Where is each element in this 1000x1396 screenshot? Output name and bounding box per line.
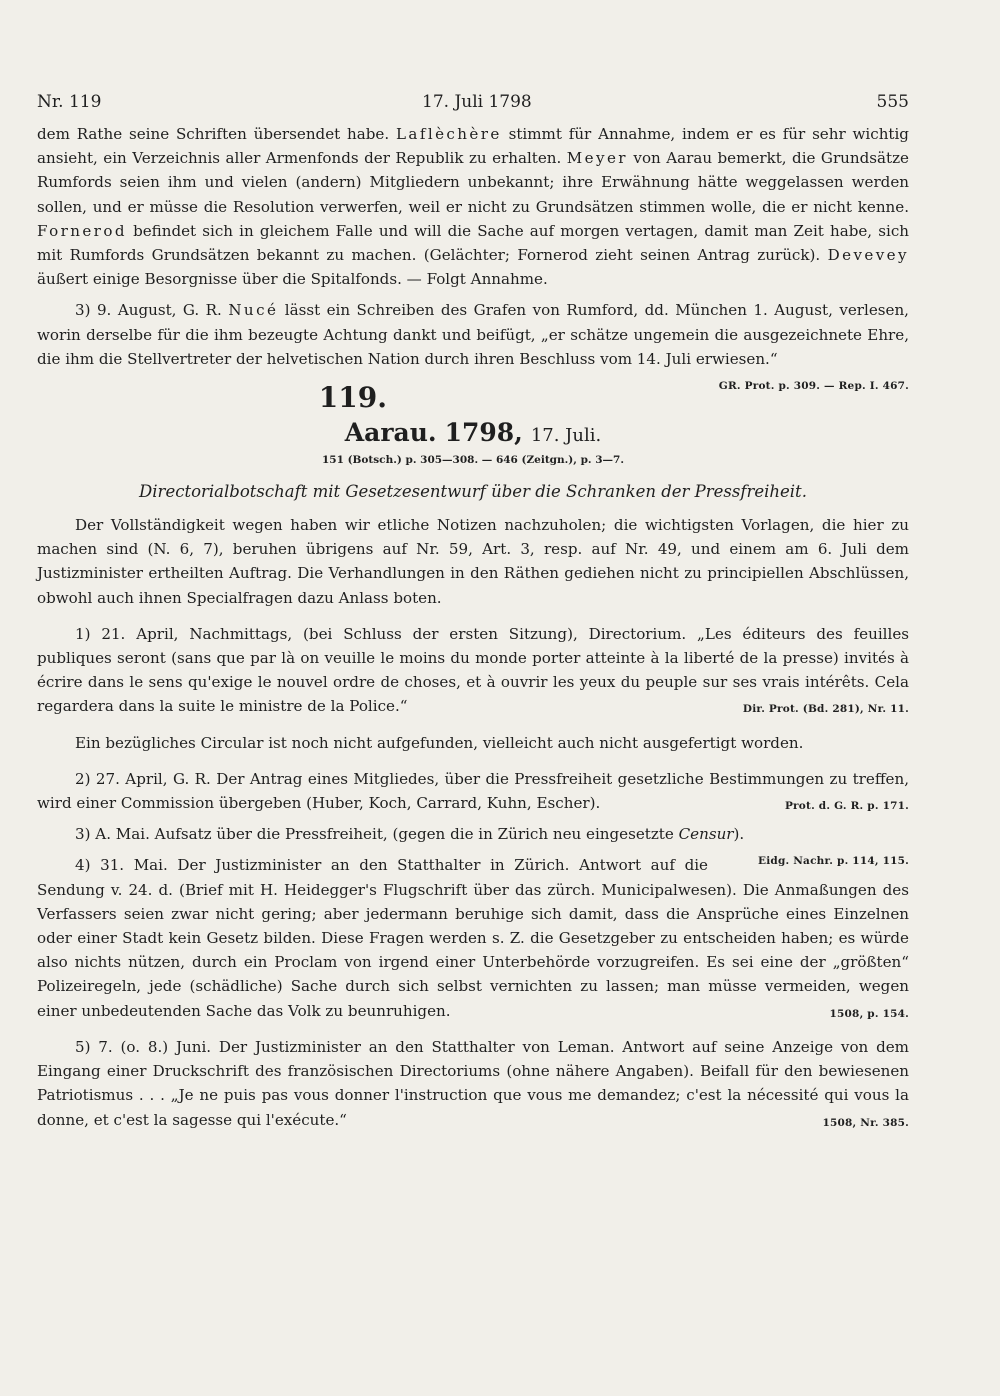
document-title: Directorialbotschaft mit Gesetzesentwurf über die Schranken der Pressfreiheit. [139,482,807,502]
source-reference: Eidg. Nachr. p. 114, 115. [758,855,909,868]
speaker-name: Meyer [566,149,628,168]
speaker-name: Nucé [228,301,279,320]
source-reference: 1508, Nr. 385. [822,1116,909,1129]
item-5: 5) 7. (o. 8.) Juni. Der Justizminister an den Statthalter von Leman. Antwort auf seine Anzeige von dem Eingang einer Druckschrift des französischen Directoriums (ohne nähere Angaben). Beifall für den bewiesenen Patriotismus . . . „Je ne puis pas vous donner l'instruction que vous me demandez; c'est la nécessité qui vous la donne, et c'est la sagesse qui l'exécute.“ 1508, Nr. 385. [37,1035,909,1132]
header-document-number: Nr. 119 [37,92,102,112]
header-date: 17. Juli 1798 [422,92,532,112]
document-number: 119. [318,381,387,415]
page-number: 555 [876,92,909,112]
document-place-date: Aarau. 1798, 17. Juli. [344,418,602,448]
document-references: 151 (Botsch.) p. 305—308. — 646 (Zeitgn.), p. 3—7. [322,454,624,467]
item-2: 2) 27. April, G. R. Der Antrag eines Mitgliedes, über die Pressfreiheit gesetzliche Bestimmungen zu treffen, wird einer Commission übergeben (Huber, Koch, Carrard, Kuhn, Escher). Prot. d. G. R. p. 171. [37,767,909,815]
paragraph-rumford-letter: 3) 9. August, G. R. Nucé lässt ein Schreiben des Grafen von Rumford, dd. München 1. August, verlesen, worin derselbe für die ihm bezeugte Achtung dankt und beifügt, „er schätze ungemein die ausgezeichnete Ehre, die ihm die Stellvertreter der helvetischen Nation durch ihren Beschluss vom 14. Juli erwiesen.“ GR. Prot. p. 309. — Rep. I. 467. [37,298,909,371]
item-4: 4) 31. Mai. Der Justizminister an den Statthalter in Zürich. Antwort auf die Sendung v. 24. d. (Brief mit H. Heidegger's Flugschrift über das zürch. Municipalwesen). Die Anmaßungen des Verfassers seien zwar nicht gering; aber jedermann beruhige sich damit, dass die Ansprüche eines Einzelnen oder einer Stadt kein Gesetz bilden. Diese Fragen werden s. Z. die Gesetzgeber zu entscheiden haben; es würde also nichts nützen, durch ein Proclam von irgend einer Unterbehörde vorzugreifen. Es sei eine der „größten“ Polizeiregeln, jede (schädliche) Sache durch sich selbst vernichten zu lassen; man müsse vermeiden, wegen einer unbedeutenden Sache das Volk zu beunruhigen. 1508, p. 154. [37,853,909,1022]
speaker-name: Devevey [827,246,909,265]
paragraph-intro: Der Vollständigkeit wegen haben wir etliche Notizen nachzuholen; die wichtigsten Vorlagen, die hier zu machen sind (N. 6, 7), beruhen übrigens auf Nr. 59, Art. 3, resp. auf Nr. 49, und einem am 6. Juli dem Justizminister ertheilten Auftrag. Die Verhandlungen in den Räthen gediehen nicht zu principiellen Abschlüssen, obwohl auch ihnen Specialfragen dazu Anlass boten. [37,516,909,607]
source-reference: Dir. Prot. (Bd. 281), Nr. 11. [742,703,909,716]
page [37,92,909,1135]
item-1: 1) 21. April, Nachmittags, (bei Schluss der ersten Sitzung), Directorium. „Les éditeurs des feuilles publiques seront (sans que par là on veuille le moins du monde porter atteinte à la liberté de la presse) invités à écrire dans le sens qu'exige le nouvel ordre de choses, et à ouvrir les yeux du peuple sur ses vrais intérêts. Cela regardera dans la suite le ministre de la Police.“ Dir. Prot. (Bd. 281), Nr. 11. [37,622,909,719]
source-reference: Prot. d. G. R. p. 171. [784,800,909,813]
source-reference: 1508, p. 154. [829,1007,909,1020]
paragraph-debate: dem Rathe seine Schriften übersendet habe. Laflèchère stimmt für Annahme, indem er es für sehr wichtig ansieht, ein Verzeichnis aller Armenfonds der Republik zu erhalten. Meyer von Aarau bemerkt, die Grundsätze Rumfords seien ihm und vielen (andern) Mitgliedern unbekannt; ihre Erwähnung hätte weggelassen werden sollen, und er müsse die Resolution verwerfen, weil er nicht zu Grundsätzen stimmen wolle, die er nicht kenne. Fornerod befindet sich in gleichem Falle und will die Sache auf morgen vertagen, damit man Zeit habe, sich mit Rumfords Grundsätzen bekannt zu machen. (Gelächter; Fornerod zieht seinen Antrag zurück). Devevey äußert einige Besorgnisse über die Spitalfonds. — Folgt Annahme. [37,125,909,289]
item-3: 3) A. Mai. Aufsatz über die Pressfreiheit, (gegen die in Zürich neu eingesetzte Censur). Eidg. Nachr. p. 114, 115. [37,822,909,846]
speaker-name: Fornerod [37,221,127,240]
running-header [37,92,909,122]
source-reference: GR. Prot. p. 309. — Rep. I. 467. [718,380,909,393]
paragraph-circular: Ein bezügliches Circular ist noch nicht aufgefunden, vielleicht auch nicht ausgefertigt worden. [75,733,804,752]
speaker-name: Laflèchère [395,125,502,143]
